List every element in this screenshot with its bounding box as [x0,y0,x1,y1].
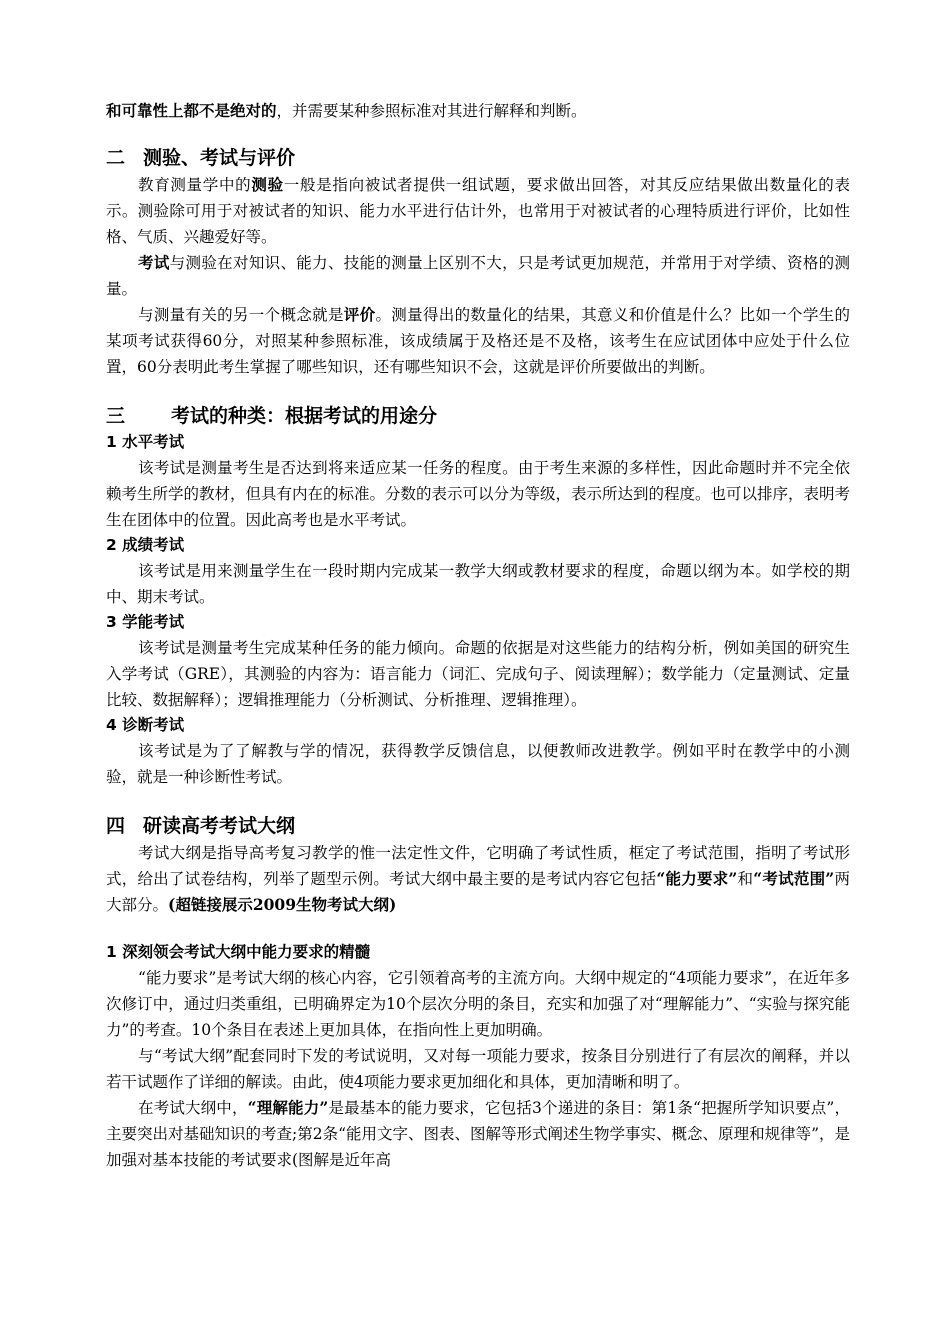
term-exam: 考试 [138,253,170,272]
exam-type-text-1: 该考试是测量考生是否达到将来适应某一任务的程度。由于考生来源的多样性，因此命题时并不完全依赖考生所学的教材，但具有内在的标准。分数的表示可以分为等级，表示所达到的程度。也可以排序，表明考生在团体中的位置。因此高考也是水平考试。 [106,459,851,529]
exam-type-heading-2: 2 成绩考试 [106,536,185,554]
text-span: 与测量有关的另一个概念就是 [138,306,344,324]
text-span: 是最基本的能力要求，它包括3个递进的条目：第1条“把握所学知识要点”，主要突出对基础知识的考查;第2条“能用文字、图表、图解等形式阐述生物学事实、概念、原理和规律等”，是加强对基本技能的考试要求(图解是近年高 [106,1099,850,1169]
section-2-heading [106,144,850,172]
section-3-heading [106,402,850,430]
section-2-number: 二 [106,147,126,169]
section-3-number: 三 [106,405,126,427]
term-test: 测验 [251,175,284,194]
section-4-sub-paragraph-2: 与“考试大纲”配套同时下发的考试说明，又对每一项能力要求，按条目分别进行了有层次的阐释，并以若干试题作了详细的解读。由此，使4项能力要求更加细化和具体，更加清晰和明了。 [106,1047,850,1091]
exam-type-text-4: 该考试是为了了解教与学的情况，获得教学反馈信息，以便教师改进教学。例如平时在教学中的小测验，就是一种诊断性考试。 [106,742,850,786]
text-span: 在考试大纲中， [138,1099,248,1117]
exam-type-heading-1: 1 水平考试 [106,433,185,451]
section-2-paragraph-2 [106,250,850,302]
section-2-paragraph-1 [106,172,850,250]
exam-type-heading-4: 4 诊断考试 [106,716,185,734]
section-2-paragraph-3 [106,302,850,380]
text-span: 教育测量学中的 [138,176,252,194]
section-4-subheading-1: 1 深刻领会考试大纲中能力要求的精髓 [106,943,371,961]
text-span: 一般是指向被试者提供一组试题，要求做出回答，对其反应结果做出数量化的表示。测验除可用于对被试者的知识、能力水平进行估计外，也常用于对被试者的心理特质进行评价，比如性格、气质、兴趣爱好等。 [106,176,850,246]
section-4-sub-paragraph-1: “能力要求”是考试大纲的核心内容，它引领着高考的主流方向。大纲中规定的“4项能力要求”，在近年多次修订中，通过归类重组，已明确界定为10个层次分明的条目，充实和加强了对“理解能力”、“实验与探究能力”的考查。10个条目在表述上更加具体，在指向性上更加明确。 [106,969,850,1039]
term-exam-scope: “考试范围” [753,869,835,888]
exam-type-text-2: 该考试是用来测量学生在一段时期内完成某一教学大纲或教材要求的程度，命题以纲为本。如学校的期中、期末考试。 [106,562,850,606]
text-span: 考试大纲是指导高考复习教学的惟一法定性文件，它明确了考试性质，框定了考试范围，指明了考试形式，给出了试卷结构，列举了题型示例。考试大纲中最主要的是考试内容它包括 [106,844,850,888]
text-span: 和 [737,870,754,888]
intro-paragraph [106,98,850,124]
document-page [106,98,850,1173]
intro-bold-lead: 和可靠性上都不是绝对的 [106,101,277,120]
exam-type-heading-3: 3 学能考试 [106,613,185,631]
intro-rest: ，并需要某种参照标准对其进行解释和判断。 [276,102,587,120]
exam-type-text-3: 该考试是测量考生完成某种任务的能力倾向。命题的依据是对这些能力的结构分析，例如美国的研究生入学考试（GRE），其测验的内容为：语言能力（词汇、完成句子、阅读理解）；数学能力（定量测试、定量比较、数据解释）；逻辑推理能力（分析测试、分析推理、逻辑推理）。 [106,639,850,709]
section-4-number: 四 [106,815,126,837]
section-2-title: 测验、考试与评价 [143,147,296,169]
section-3-title: 考试的种类：根据考试的用途分 [171,405,438,427]
section-4-title: 研读高考考试大纲 [143,815,296,837]
section-4-sub-paragraph-3 [106,1095,850,1173]
term-understanding-ability: “理解能力” [247,1098,329,1117]
section-4-paragraph-1 [106,840,850,918]
text-span: 与测验在对知识、能力、技能的测量上区别不大，只是考试更加规范，并常用于对学绩、资格的测量。 [106,254,850,298]
text-span: 两大部分。 [106,870,850,914]
term-ability-requirements: “能力要求” [656,869,738,888]
section-4-heading [106,812,850,840]
term-evaluation: 评价 [343,305,376,324]
text-span: 。测量得出的数量化的结果，其意义和价值是什么？比如一个学生的某项考试获得60分，对照某种参照标准，该成绩属于及格还是不及格，该考生在应试团体中应处于什么位置，60分表明此考生掌握了哪些知识，还有哪些知识不会，这就是评价所要做出的判断。 [106,306,850,376]
hyperlink-exam-syllabus[interactable]: (超链接展示2009生物考试大纲) [168,895,397,914]
